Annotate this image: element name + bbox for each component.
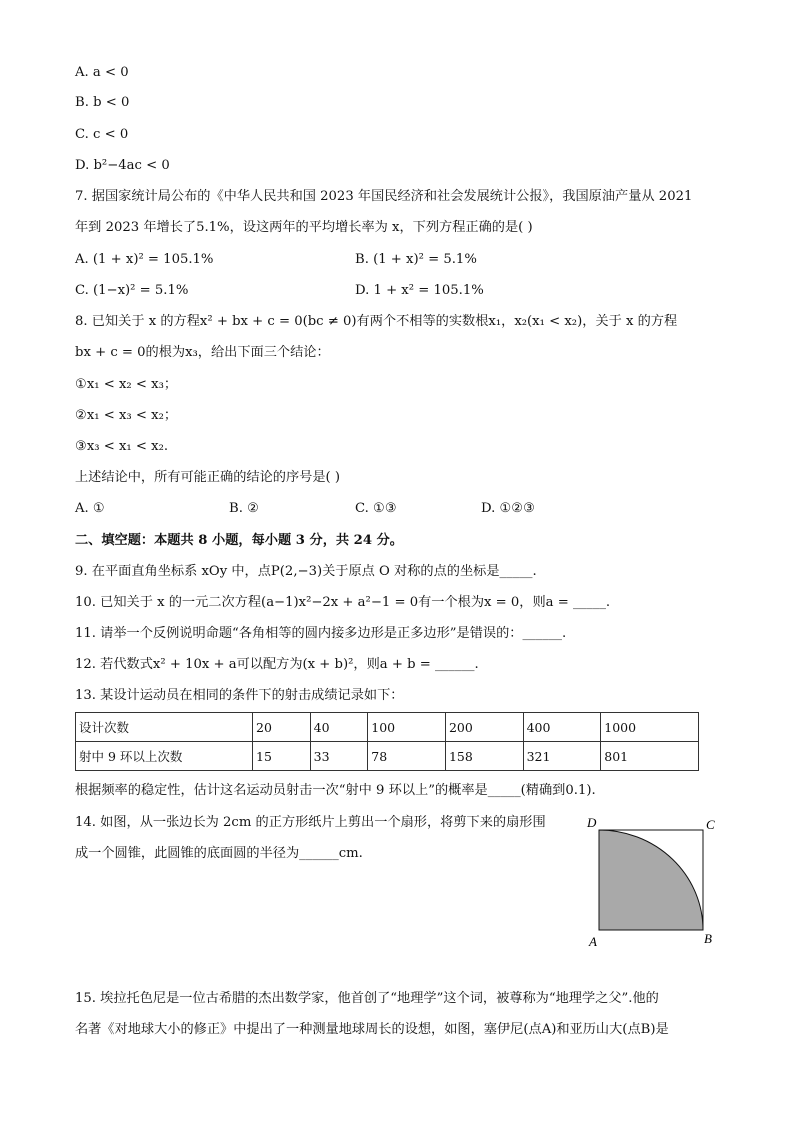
q15-stem-line2: 名著《对地球大小的修正》中提出了一种测量地球周长的设想，如图，塞伊尼(点A)和亚历山大(点B)是 — [75, 1022, 669, 1037]
q13-stem: 13. 某设计运动员在相同的条件下的射击成绩记录如下： — [75, 688, 404, 703]
vertex-label-c: C — [706, 817, 715, 832]
q7-stem-line2: 年到 2023 年增长了5.1%，设这两年的平均增长率为 x，下列方程正确的是( ) — [75, 220, 533, 235]
table-cell: 1000 — [601, 713, 699, 742]
q8-conclusion-3: ③x₃ < x₁ < x₂. — [75, 439, 169, 454]
q13-after-text: 根据频率的稳定性，估计这名运动员射击一次“射中 9 环以上”的概率是_____(精确到0.1). — [75, 783, 596, 798]
q8-conclusion-1: ①x₁ < x₂ < x₃； — [75, 377, 178, 392]
table-cell: 78 — [368, 742, 446, 771]
q7-option-b: B. (1 + x)² = 5.1% — [355, 252, 477, 267]
table-cell: 20 — [253, 713, 311, 742]
q13-table — [75, 712, 699, 771]
table-cell: 100 — [368, 713, 446, 742]
q12-text: 12. 若代数式x² + 10x + a可以配方为(x + b)²，则a + b = ______. — [75, 657, 479, 672]
q6-option-b: B. b < 0 — [75, 95, 130, 110]
vertex-label-b: B — [704, 931, 712, 946]
q8-option-c: C. ①③ — [355, 501, 397, 516]
q7-stem-line1: 7. 据国家统计局公布的《中华人民共和国 2023 年国民经济和社会发展统计公报》，我国原油产量从 2021 — [75, 189, 693, 204]
table-cell: 158 — [445, 742, 523, 771]
table-cell: 设计次数 — [76, 713, 253, 742]
q8-option-a: A. ① — [75, 501, 105, 516]
q6-option-a: A. a < 0 — [75, 65, 129, 80]
q7-option-a: A. (1 + x)² = 105.1% — [75, 252, 214, 267]
table-cell: 33 — [310, 742, 368, 771]
q8-conclusion-2: ②x₁ < x₃ < x₂； — [75, 408, 178, 423]
table-row — [76, 713, 699, 742]
q15-stem-line1: 15. 埃拉托色尼是一位古希腊的杰出数学家，他首创了“地理学”这个词，被尊称为“地理学之父”.他的 — [75, 991, 659, 1006]
q8-question: 上述结论中，所有可能正确的结论的序号是( ) — [75, 470, 341, 485]
q14-stem-line1: 14. 如图，从一张边长为 2cm 的正方形纸片上剪出一个扇形，将剪下来的扇形围 — [75, 815, 546, 830]
q14-stem-line2: 成一个圆锥，此圆锥的底面圆的半径为______cm. — [75, 846, 363, 861]
table-cell: 321 — [523, 742, 601, 771]
q10-text: 10. 已知关于 x 的一元二次方程(a−1)x²−2x + a²−1 = 0有一个根为x = 0，则a = _____. — [75, 595, 611, 610]
q9-text: 9. 在平面直角坐标系 xOy 中，点P(2,−3)关于原点 O 对称的点的坐标是_____. — [75, 564, 537, 579]
q8-stem-line1: 8. 已知关于 x 的方程x² + bx + c = 0(bc ≠ 0)有两个不相等的实数根x₁，x₂(x₁ < x₂)，关于 x 的方程 — [75, 314, 678, 329]
table-cell: 40 — [310, 713, 368, 742]
shaded-sector — [599, 830, 703, 930]
table-cell: 801 — [601, 742, 699, 771]
table-cell: 400 — [523, 713, 601, 742]
q11-text: 11. 请举一个反例说明命题“各角相等的圆内接多边形是正多边形”是错误的：______. — [75, 626, 567, 641]
q8-option-b: B. ② — [229, 501, 259, 516]
vertex-label-a: A — [589, 934, 597, 949]
q6-option-d: D. b²−4ac < 0 — [75, 158, 170, 173]
q7-option-d: D. 1 + x² = 105.1% — [355, 283, 484, 298]
q7-option-c: C. (1−x)² = 5.1% — [75, 283, 189, 298]
q8-option-d: D. ①②③ — [481, 501, 535, 516]
table-row — [76, 742, 699, 771]
q8-stem-line2: bx + c = 0的根为x₃，给出下面三个结论： — [75, 345, 330, 360]
vertex-label-d: D — [587, 815, 597, 830]
table-cell: 15 — [253, 742, 311, 771]
square-sector-figure — [585, 812, 720, 952]
table-cell: 200 — [445, 713, 523, 742]
table-cell: 射中 9 环以上次数 — [76, 742, 253, 771]
section-heading-fill-in: 二、填空题：本题共 8 小题，每小题 3 分，共 24 分。 — [75, 533, 403, 548]
q6-option-c: C. c < 0 — [75, 127, 129, 142]
